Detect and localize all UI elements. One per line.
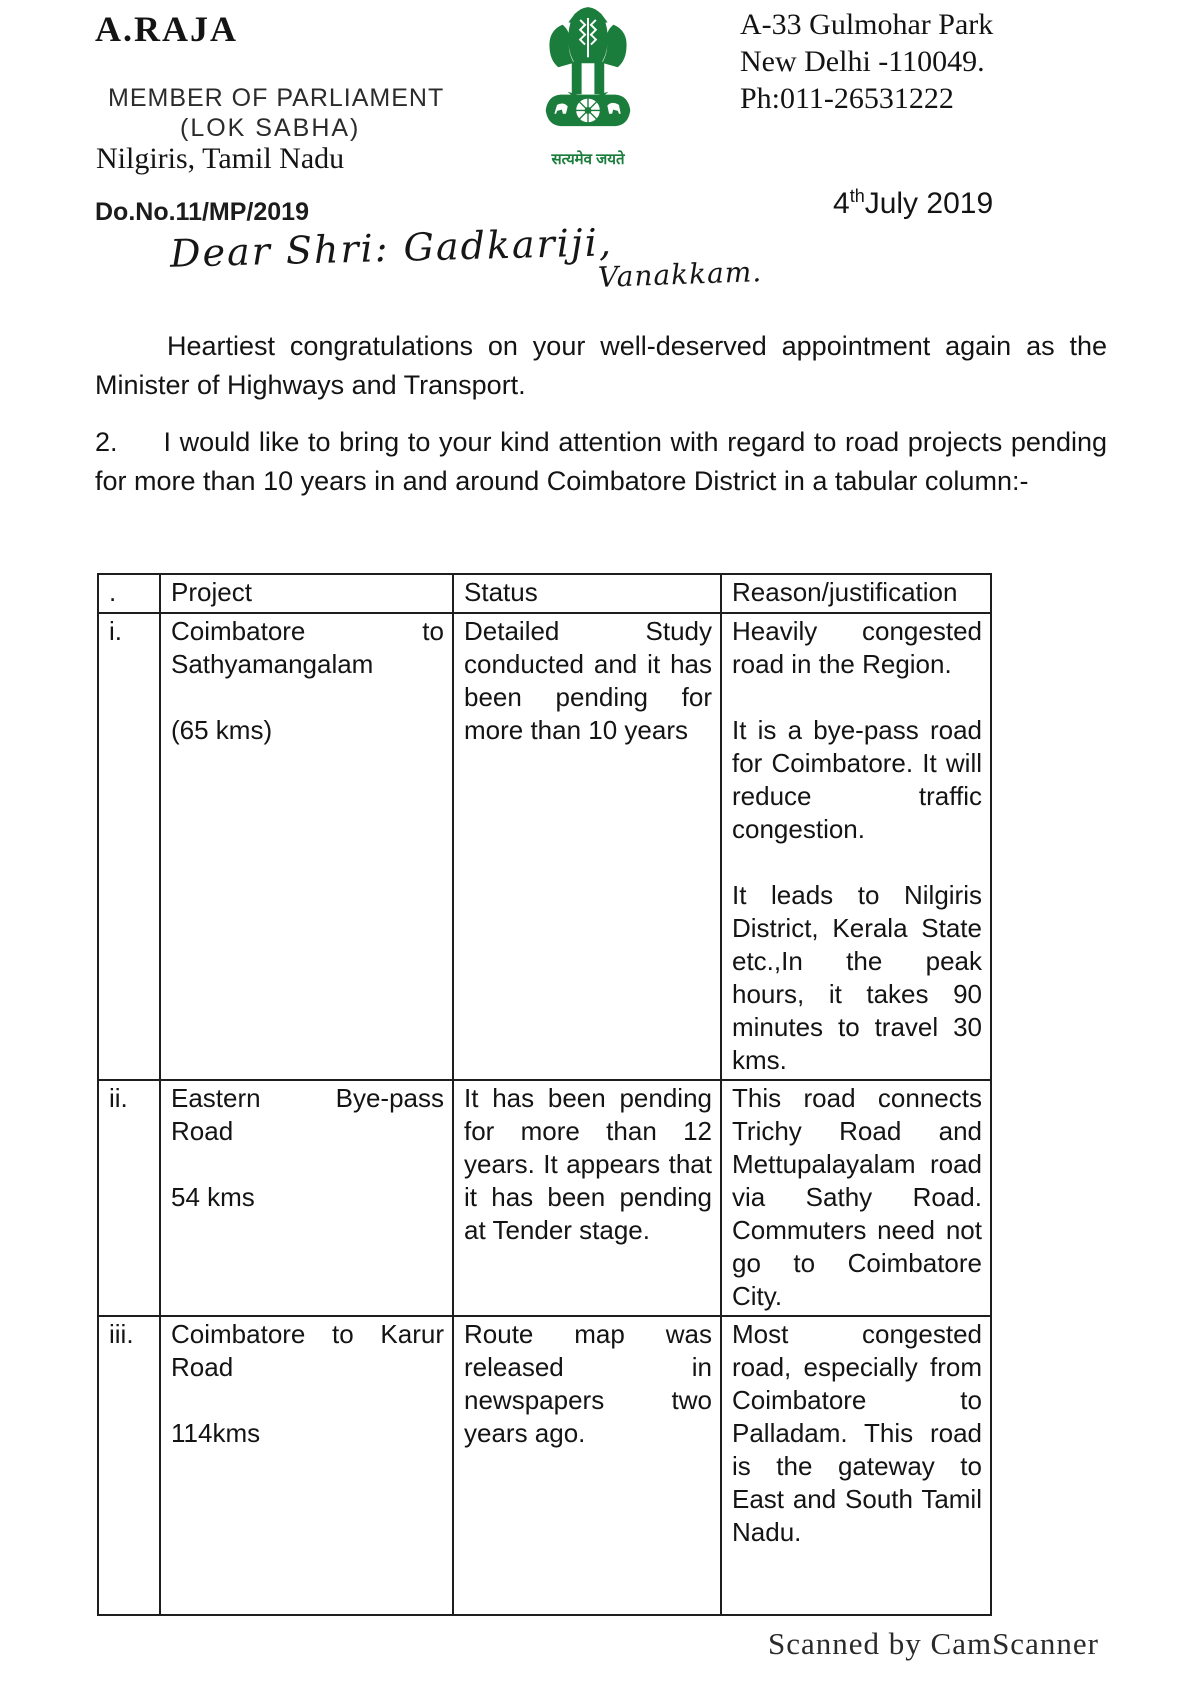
cell-project xyxy=(160,1316,453,1615)
cell-status-text: Detailed Study conducted and it has been pending for more than 10 years xyxy=(464,616,712,745)
cell-serial-text: i. xyxy=(109,616,122,646)
cell-serial xyxy=(98,613,160,1080)
cell-serial xyxy=(98,1080,160,1316)
cell-serial xyxy=(98,1316,160,1615)
date-rest: July 2019 xyxy=(864,187,994,220)
cell-reason xyxy=(721,613,991,1080)
cell-status xyxy=(453,613,721,1080)
cell-reason xyxy=(721,1080,991,1316)
address-block xyxy=(740,6,993,117)
cell-reason-text: It is a bye-pass road for Coimbatore. It will reduce traffic congestion. xyxy=(732,715,982,844)
paragraph-text: I would like to bring to your kind attention with regard to road projects pending for more than 10 years in and around Coimbatore District in a tabular column:- xyxy=(95,427,1107,496)
projects-table-body xyxy=(98,613,991,1615)
mp-constituency: Nilgiris, Tamil Nadu xyxy=(96,142,345,175)
mp-title-line1: MEMBER OF PARLIAMENT xyxy=(108,84,445,112)
header-dot: . xyxy=(98,574,160,613)
table-row xyxy=(98,1080,991,1316)
cell-project-text: Coimbatore to Sathyamangalam xyxy=(171,616,444,679)
paragraph-road-projects xyxy=(95,423,1107,501)
camscanner-watermark: Scanned by CamScanner xyxy=(768,1626,1099,1661)
paragraph-number: 2. xyxy=(95,427,118,457)
letter-date xyxy=(833,186,993,221)
header-status: Status xyxy=(453,574,721,613)
india-national-emblem xyxy=(528,4,648,169)
india-emblem-icon xyxy=(529,4,647,146)
emblem-motto: सत्यमेव जयते xyxy=(551,151,625,168)
reference-number: Do.No.11/MP/2019 xyxy=(95,198,309,226)
cell-reason-text: It leads to Nilgiris District, Kerala State etc.,In the peak hours, it takes 90 minutes to travel 30 kms. xyxy=(732,880,982,1075)
table-row xyxy=(98,613,991,1080)
table-row xyxy=(98,1316,991,1615)
mp-name: A.RAJA xyxy=(95,9,238,49)
cell-project-text: 54 kms xyxy=(171,1182,255,1212)
address-line-1: A-33 Gulmohar Park xyxy=(740,8,994,41)
cell-project xyxy=(160,613,453,1080)
address-line-3: Ph:011-26531222 xyxy=(740,82,954,115)
handwritten-vanakkam: Vanakkam. xyxy=(597,255,763,294)
header-project: Project xyxy=(160,574,453,613)
cell-status-text: It has been pending for more than 12 years. It appears that it has been pending at Tender stage. xyxy=(464,1083,712,1245)
cell-project-text: 114kms xyxy=(171,1418,261,1448)
cell-status-text: Route map was released in newspapers two years ago. xyxy=(464,1319,712,1448)
cell-reason-text: Most congested road, especially from Coimbatore to Palladam. This road is the gateway to East and South Tamil Nadu. xyxy=(732,1319,982,1547)
cell-project-text: (65 kms) xyxy=(171,715,273,745)
projects-table xyxy=(97,573,992,1616)
handwritten-salutation: Dear Shri: Gadkariji, xyxy=(169,220,614,276)
cell-project xyxy=(160,1080,453,1316)
date-day: 4 xyxy=(833,187,850,220)
mp-title-line2: (LOK SABHA) xyxy=(180,114,361,142)
cell-reason-text: Heavily congested road in the Region. xyxy=(732,616,982,679)
paragraph-congratulations: Heartiest congratulations on your well-deserved appointment again as the Minister of Highways and Transport. xyxy=(95,331,1107,400)
date-suffix: th xyxy=(849,186,865,206)
cell-project-text: Eastern Bye-pass Road xyxy=(171,1083,444,1146)
cell-reason-text: This road connects Trichy Road and Mettupalayalam road via Sathy Road. Commuters need not go to Coimbatore City. xyxy=(732,1083,982,1311)
table-header-row xyxy=(98,574,991,613)
cell-project-text: Coimbatore to Karur Road xyxy=(171,1319,444,1382)
cell-status xyxy=(453,1316,721,1615)
cell-status xyxy=(453,1080,721,1316)
cell-serial-text: iii. xyxy=(109,1319,134,1349)
cell-serial-text: ii. xyxy=(109,1083,128,1113)
cell-reason xyxy=(721,1316,991,1615)
address-line-2: New Delhi -110049. xyxy=(740,45,985,78)
header-reason: Reason/justification xyxy=(721,574,991,613)
